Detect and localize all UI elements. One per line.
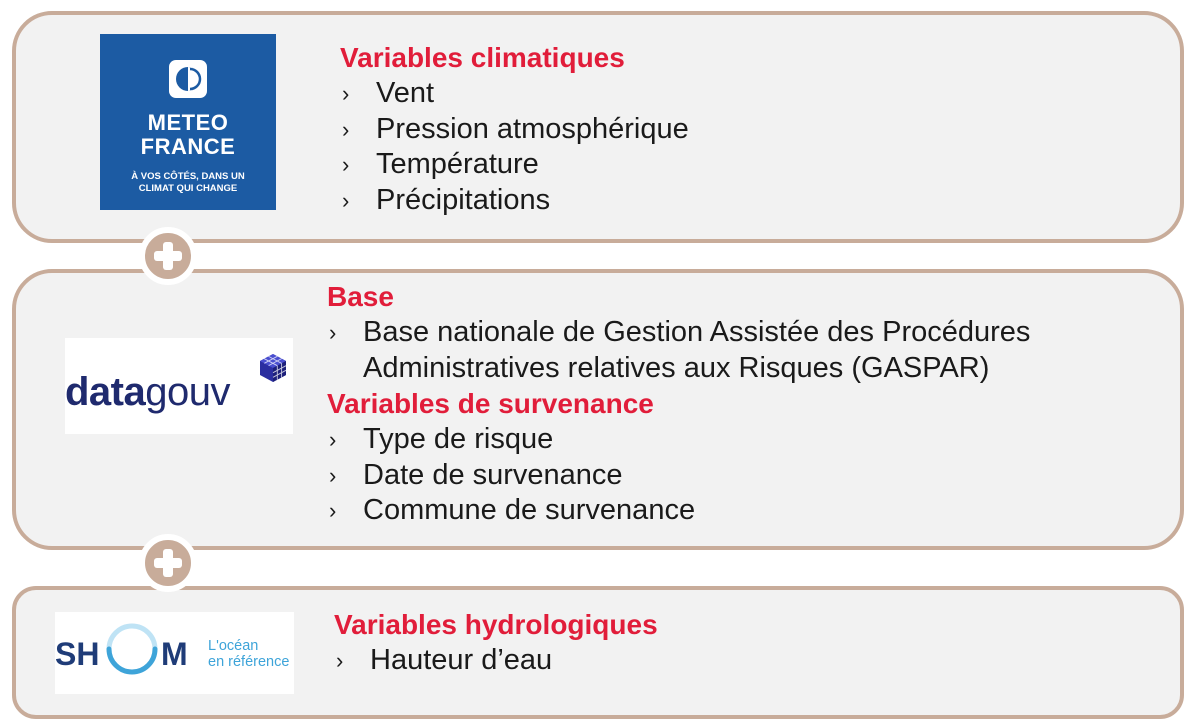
meteo-france-logo: [100, 34, 276, 210]
meteo-emblem-icon: [167, 58, 209, 100]
list-item: › Date de survenance: [327, 458, 1030, 494]
datagouv-variables-block: [327, 279, 1030, 529]
list-item: › Précipitations: [340, 183, 689, 219]
climatic-variables-title: Variables climatiques: [340, 42, 625, 73]
base-list: [327, 315, 1030, 386]
list-item: › Type de risque: [327, 422, 1030, 458]
list-item: › Hauteur d’eau: [334, 643, 658, 679]
cube-icon: [257, 352, 289, 384]
occurrence-variables-list: [327, 422, 1030, 529]
meteo-tagline-line1: À VOS CÔTÉS, DANS UN: [131, 171, 245, 182]
shom-right-letter: M: [161, 636, 188, 672]
climatic-variables-list: [340, 76, 689, 218]
shom-variables-block: [334, 607, 658, 679]
shom-tagline-line1: L'océan: [208, 638, 259, 654]
hydrological-variables-title: Variables hydrologiques: [334, 609, 658, 640]
list-item: › Température: [340, 147, 689, 183]
datagouv-logo: [65, 338, 293, 434]
shom-left-letters: SH: [55, 636, 100, 672]
meteo-word: METEO: [147, 110, 229, 135]
data-word: data: [65, 370, 146, 414]
occurrence-variables-title: Variables de survenance: [327, 388, 654, 419]
base-title: Base: [327, 281, 394, 312]
plus-icon: [139, 534, 197, 592]
list-item: › Commune de survenance: [327, 493, 1030, 529]
meteo-tagline-line2: CLIMAT QUI CHANGE: [138, 183, 238, 194]
france-word: FRANCE: [140, 134, 236, 159]
list-item: › Pression atmosphérique: [340, 112, 689, 148]
datagouv-wordmark: [65, 370, 230, 414]
list-item-continuation: Administratives relatives aux Risques (GASPAR): [363, 351, 990, 384]
shom-tagline-line2: en référence: [208, 654, 290, 670]
hydrological-variables-list: [334, 643, 658, 679]
shom-ring-icon: [99, 616, 165, 682]
shom-logo: [55, 612, 294, 694]
plus-icon: [139, 227, 197, 285]
list-item: › Vent: [340, 76, 689, 112]
gouv-word: gouv: [145, 370, 230, 414]
list-item: › Base nationale de Gestion Assistée des Procédures: [327, 315, 1030, 351]
meteo-variables-block: [340, 40, 689, 218]
